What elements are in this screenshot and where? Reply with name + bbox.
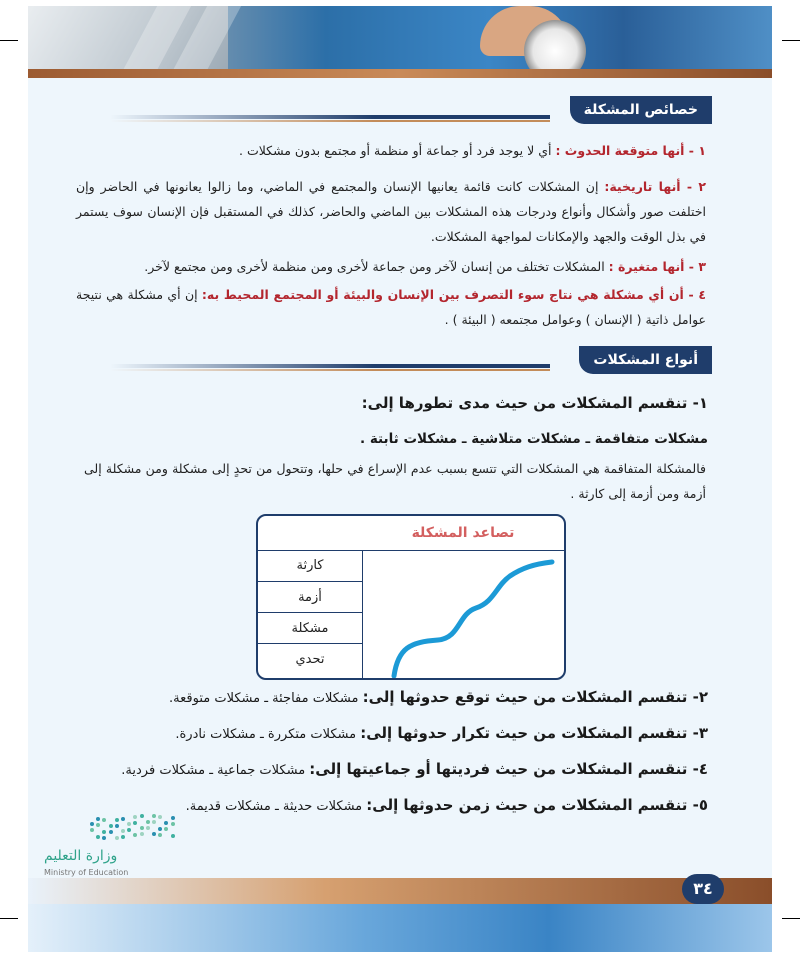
section-title-features: خصائص المشكلة — [570, 96, 712, 124]
level-label-crisis: أزمة — [258, 581, 362, 613]
logo-dot — [140, 814, 144, 818]
logo-dot — [171, 834, 175, 838]
logo-dot — [152, 814, 156, 818]
feature-label: ٢ - أنها تاريخية: — [604, 179, 706, 194]
section-rule-accent — [110, 369, 550, 371]
logo-dot — [164, 821, 168, 825]
logo-dot — [115, 836, 119, 840]
logo-dot — [121, 829, 125, 833]
type-1-paragraph: فالمشكلة المتفاقمة هي المشكلات التي تتسع بسبب عدم الإسراع في حلها، وتتحول من تحدٍ إلى مشكلة ومن مشكلة إلى أزمة ومن أزمة إلى كارثة . — [84, 461, 706, 501]
logo-dot — [171, 822, 175, 826]
logo-dot — [127, 822, 131, 826]
feature-text: إن أي مشكلة هي نتيجة عوامل ذاتية ( الإنسان ) وعوامل مجتمعه ( البيئة ) . — [76, 287, 706, 327]
type-2-text: مشكلات مفاجئة ـ مشكلات متوقعة. — [169, 691, 363, 706]
logo-dot — [109, 824, 113, 828]
logo-dot — [90, 828, 94, 832]
section-rule-accent — [110, 120, 550, 122]
logo-dot — [158, 833, 162, 837]
type-2 — [169, 688, 708, 706]
header-banner-image — [28, 6, 772, 78]
type-4 — [121, 760, 708, 778]
type-5 — [186, 796, 708, 814]
section-rule — [110, 115, 550, 119]
banner-bronze-strip — [28, 69, 772, 78]
type-5-text: مشكلات حديثة ـ مشكلات قديمة. — [185, 799, 367, 814]
logo-dot — [152, 820, 156, 824]
feature-label: ٣ - أنها متغيرة : — [608, 259, 706, 274]
logo-dot — [140, 826, 144, 830]
logo-dot — [127, 828, 131, 832]
type-2-heading: ٢- تنقسم المشكلات من حيث توقع حدوثها إلى: — [362, 688, 708, 706]
crop-mark — [782, 40, 800, 41]
ministry-name-english: Ministry of Education — [44, 868, 129, 877]
feature-item-1 — [76, 138, 706, 163]
feature-item-4 — [76, 282, 706, 332]
feature-text: إن المشكلات كانت قائمة يعانيها الإنسان والمجتمع في الماضي، وما زالوا يعانونها في الحاضر وإن اختلفت صور وأشكال وأنواع ودرجات هذه المشكلات بين الماضي والحاضر، كذلك في المستقبل فإن الإنسان سوف يستمر في بذل الوقت والجهد والإمكانات لمواجهة المشكلات. — [76, 179, 706, 244]
logo-dot — [158, 827, 162, 831]
type-3 — [175, 724, 708, 742]
logo-dot — [133, 833, 137, 837]
logo-dot — [96, 817, 100, 821]
logo-dot — [133, 821, 137, 825]
feature-label: ٤ - أن أي مشكلة هي نتاج سوء التصرف بين الإنسان والبيئة أو المجتمع المحيط به: — [201, 287, 707, 302]
type-1-subheading: مشكلات متفاقمة ـ مشكلات متلاشية ـ مشكلات ثابتة . — [360, 431, 708, 447]
level-label-catastrophe: كارثة — [296, 558, 324, 573]
feature-text: المشكلات تختلف من إنسان لآخر ومن جماعة لأخرى ومن منظمة لأخرى ومن مجتمع لآخر. — [144, 259, 609, 274]
logo-dot — [102, 836, 106, 840]
escalation-curve — [364, 552, 562, 678]
logo-dot — [115, 824, 119, 828]
type-4-heading: ٤- تنقسم المشكلات من حيث فرديتها أو جماعيتها إلى: — [309, 760, 708, 778]
feature-item-3 — [76, 254, 706, 279]
ministry-name-arabic: وزارة التعليم — [44, 848, 118, 864]
type-1-heading: ١- تنقسم المشكلات من حيث مدى تطورها إلى: — [361, 394, 708, 412]
level-label-challenge: تحدي — [258, 643, 362, 675]
logo-dot — [158, 815, 162, 819]
logo-dot — [171, 816, 175, 820]
logo-dot — [121, 817, 125, 821]
logo-dot — [146, 826, 150, 830]
logo-dot — [152, 832, 156, 836]
page-number: ٣٤ — [682, 874, 724, 904]
bottom-banner-image — [28, 904, 772, 952]
escalation-curve-line — [394, 562, 552, 676]
feature-label: ١ - أنها متوقعة الحدوث : — [555, 143, 706, 158]
logo-dot — [164, 827, 168, 831]
diagram-levels-column — [258, 550, 363, 678]
logo-dot — [96, 835, 100, 839]
type-4-text: مشكلات جماعية ـ مشكلات فردية. — [121, 763, 310, 778]
footer-strip — [28, 878, 772, 904]
logo-dot — [102, 818, 106, 822]
feature-item-2 — [76, 174, 706, 249]
logo-dot — [146, 820, 150, 824]
crop-mark — [0, 40, 18, 41]
type-3-heading: ٣- تنقسم المشكلات من حيث تكرار حدوثها إلى: — [360, 724, 708, 742]
type-5-heading: ٥- تنقسم المشكلات من حيث زمن حدوثها إلى: — [366, 796, 708, 814]
type-3-text: مشكلات متكررة ـ مشكلات نادرة. — [175, 727, 361, 742]
logo-dot — [140, 832, 144, 836]
section-rule — [110, 364, 550, 368]
crop-mark — [782, 918, 800, 919]
diagram-title: تصاعد المشكلة — [411, 525, 515, 541]
logo-dot — [121, 835, 125, 839]
logo-dot — [102, 830, 106, 834]
crop-mark — [0, 918, 18, 919]
feature-text: أي لا يوجد فرد أو جماعة أو منظمة أو مجتمع بدون مشكلات . — [239, 143, 556, 158]
logo-dot — [115, 818, 119, 822]
logo-dot — [90, 822, 94, 826]
section-title-types: أنواع المشكلات — [579, 346, 712, 374]
logo-dot — [133, 815, 137, 819]
ministry-logo-dots — [90, 812, 180, 842]
logo-dot — [96, 823, 100, 827]
level-label-problem: مشكلة — [258, 612, 362, 644]
logo-dot — [109, 830, 113, 834]
escalation-diagram — [256, 514, 566, 680]
